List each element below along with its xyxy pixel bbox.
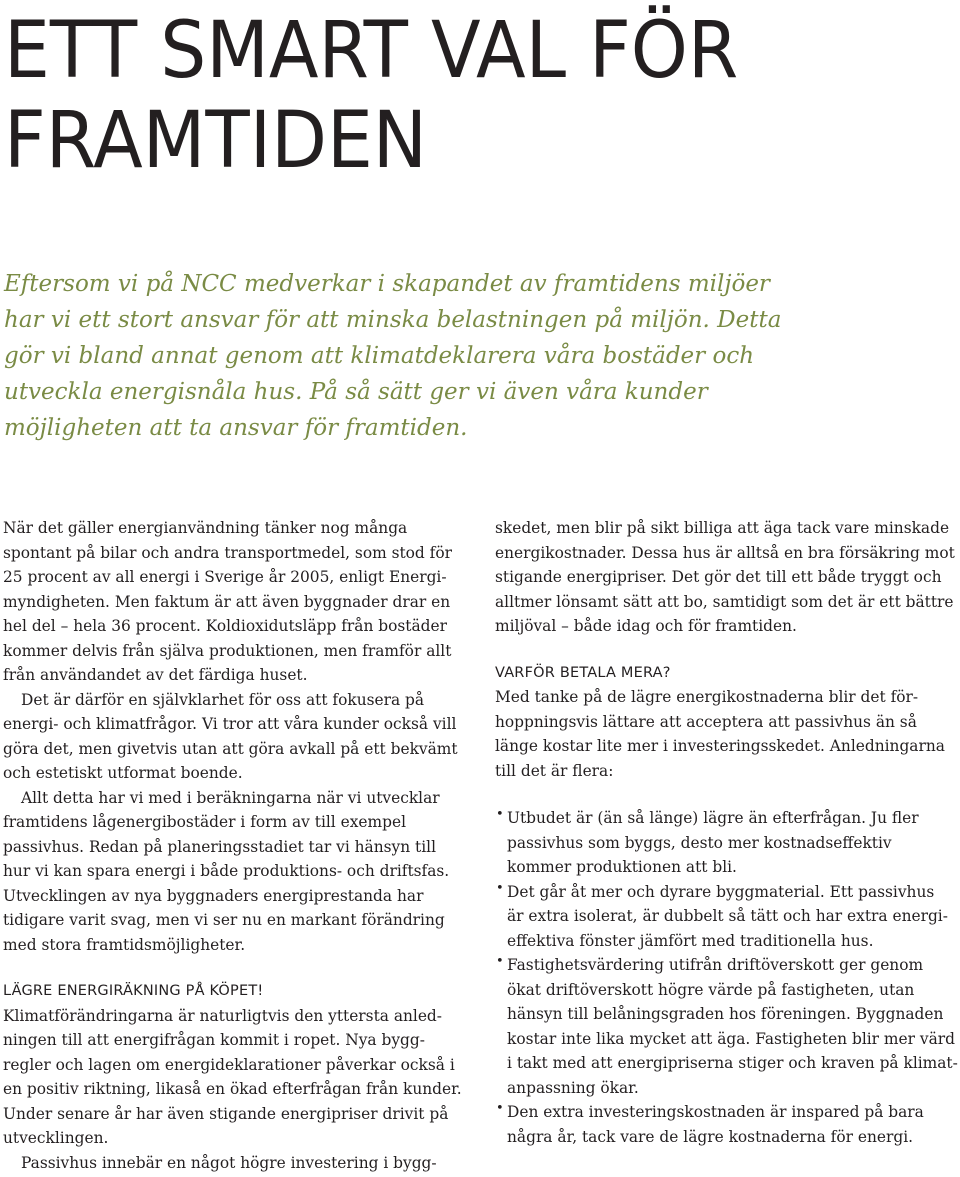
list-item [495, 953, 960, 1100]
text-line: 25 procent av all energi i Sverige år 2005, enligt Energi- [3, 568, 447, 586]
text-line: passivhus som byggs, desto mer kostnadseffektiv [507, 833, 892, 852]
text-line: skedet, men blir på sikt billiga att äga tack vare minskade [495, 519, 950, 537]
body-paragraph-6 [495, 685, 960, 783]
text-line: Den extra investeringskostnaden är inspared på bara [507, 1103, 924, 1121]
text-line: regler och lagen om energideklarationer påverkar också i [3, 1055, 455, 1074]
text-line: Passivhus innebär en något högre investering i bygg- [21, 1153, 437, 1172]
text-line: länge kostar lite mer i investeringsskedet. Anledningarna [495, 737, 945, 755]
text-line: utvecklingen. [3, 1129, 109, 1147]
text-line: effektiva fönster jämfört med traditionella hus. [507, 931, 874, 950]
text-line: kommer delvis från själva produktionen, men framför allt [3, 641, 452, 660]
text-line: till det är flera: [495, 761, 614, 780]
text-line: från användandet av det färdiga huset. [3, 666, 308, 684]
text-line: hänsyn till belåningsgraden hos föreningen. Byggnaden [507, 1005, 944, 1023]
text-line: energikostnader. Dessa hus är alltså en bra försäkring mot [495, 543, 955, 562]
list-item [495, 1100, 960, 1149]
section-heading: VARFÖR BETALA MERA? [495, 664, 671, 681]
bullet-icon: • [496, 880, 504, 896]
lead-line: Eftersom vi på NCC medverkar i skapandet av framtidens miljöer [4, 271, 770, 297]
body-paragraph-2 [3, 688, 473, 786]
bullet-icon: • [496, 807, 504, 822]
text-line: kostar inte lika mycket att äga. Fastigheten blir mer värd [507, 1029, 955, 1048]
text-line: i takt med att energipriserna stiger och kraven på klimat- [507, 1054, 958, 1072]
text-line: När det gäller energianvändning tänker nog många [3, 519, 408, 537]
text-line: Med tanke på de lägre energikostnaderna blir det för- [495, 688, 919, 706]
title-line-1: ETT SMART VAL FÖR [4, 6, 739, 96]
text-line: hur vi kan spara energi i både produktions- och driftsfas. [3, 862, 450, 880]
list-item [495, 806, 960, 880]
text-line: hel del – hela 36 procent. Koldioxidutsläpp från bostäder [3, 617, 447, 635]
text-line: hoppningsvis lättare att acceptera att passivhus än så [495, 712, 917, 731]
bullet-icon: • [496, 1101, 504, 1116]
text-line: Utvecklingen av nya byggnaders energiprestanda har [3, 886, 424, 905]
text-line: passivhus. Redan på planeringsstadiet tar vi hänsyn till [3, 837, 436, 856]
text-line: Fastighetsvärdering utifrån driftöverskott ger genom [507, 956, 924, 974]
text-line: ökat driftöverskott högre värde på fastigheten, utan [507, 980, 915, 999]
text-line: energi- och klimatfrågor. Vi tror att våra kunder också vill [3, 715, 457, 733]
text-line: Utbudet är (än så länge) lägre än efterfrågan. Ju fler [507, 809, 919, 827]
reasons-list [495, 806, 960, 1149]
text-line: Det går åt mer och dyrare byggmaterial. Ett passivhus [507, 882, 935, 901]
text-line: Allt detta har vi med i beräkningarna när vi utvecklar [21, 788, 440, 807]
lead-line: möjligheten att ta ansvar för framtiden. [4, 415, 468, 441]
lead-line: har vi ett stort ansvar för att minska belastningen på miljön. Detta [4, 307, 782, 333]
text-line: kommer produktionen att bli. [507, 858, 737, 876]
text-line: är extra isolerat, är dubbelt så tätt och har extra energi- [507, 907, 948, 925]
body-paragraph-5 [3, 1151, 473, 1176]
text-line: framtidens lågenergibostäder i form av till exempel [3, 813, 406, 831]
body-paragraph-3 [3, 786, 473, 958]
lead-line: utveckla energisnåla hus. På så sätt ger vi även våra kunder [4, 379, 708, 405]
text-line: en positiv riktning, likaså en ökad efterfrågan från kunder. [3, 1080, 462, 1098]
page-title [4, 6, 738, 186]
text-line: Klimatförändringarna är naturligtvis den yttersta anled- [3, 1006, 442, 1025]
text-line: Det är därför en självklarhet för oss att fokusera på [21, 690, 425, 709]
text-line: göra det, men givetvis utan att göra avkall på ett bekvämt [3, 739, 458, 758]
lead-line: gör vi bland annat genom att klimatdeklarera våra bostäder och [4, 343, 755, 369]
text-line: anpassning ökar. [507, 1078, 639, 1097]
left-column [3, 516, 473, 1175]
text-line: alltmer lönsamt sätt att bo, samtidigt som det är ett bättre [495, 592, 954, 611]
body-paragraph-1 [3, 516, 473, 688]
body-paragraph-4 [3, 1004, 473, 1151]
title-line-2: FRAMTIDEN [4, 96, 428, 186]
text-line: Under senare år har även stigande energipriser drivit på [3, 1104, 449, 1123]
text-line: tidigare varit svag, men vi ser nu en markant förändring [3, 911, 445, 929]
section-heading: LÄGRE ENERGIRÄKNING PÅ KÖPET! [3, 983, 264, 999]
lead-paragraph [4, 266, 782, 446]
text-line: spontant på bilar och andra transportmedel, som stod för [3, 543, 452, 562]
right-column [495, 516, 960, 1149]
text-line: några år, tack vare de lägre kostnaderna för energi. [507, 1127, 914, 1146]
text-line: och estetiskt utformat boende. [3, 764, 243, 782]
body-paragraph-continued [495, 516, 960, 639]
text-line: ningen till att energifrågan kommit i ropet. Nya bygg- [3, 1031, 425, 1049]
bullet-icon: • [496, 954, 504, 969]
text-line: stigande energipriser. Det gör det till ett både tryggt och [495, 568, 942, 586]
text-line: myndigheten. Men faktum är att även byggnader drar en [3, 592, 451, 611]
list-item [495, 880, 960, 954]
text-line: med stora framtidsmöjligheter. [3, 935, 246, 954]
text-line: miljöval – både idag och för framtiden. [495, 617, 797, 635]
